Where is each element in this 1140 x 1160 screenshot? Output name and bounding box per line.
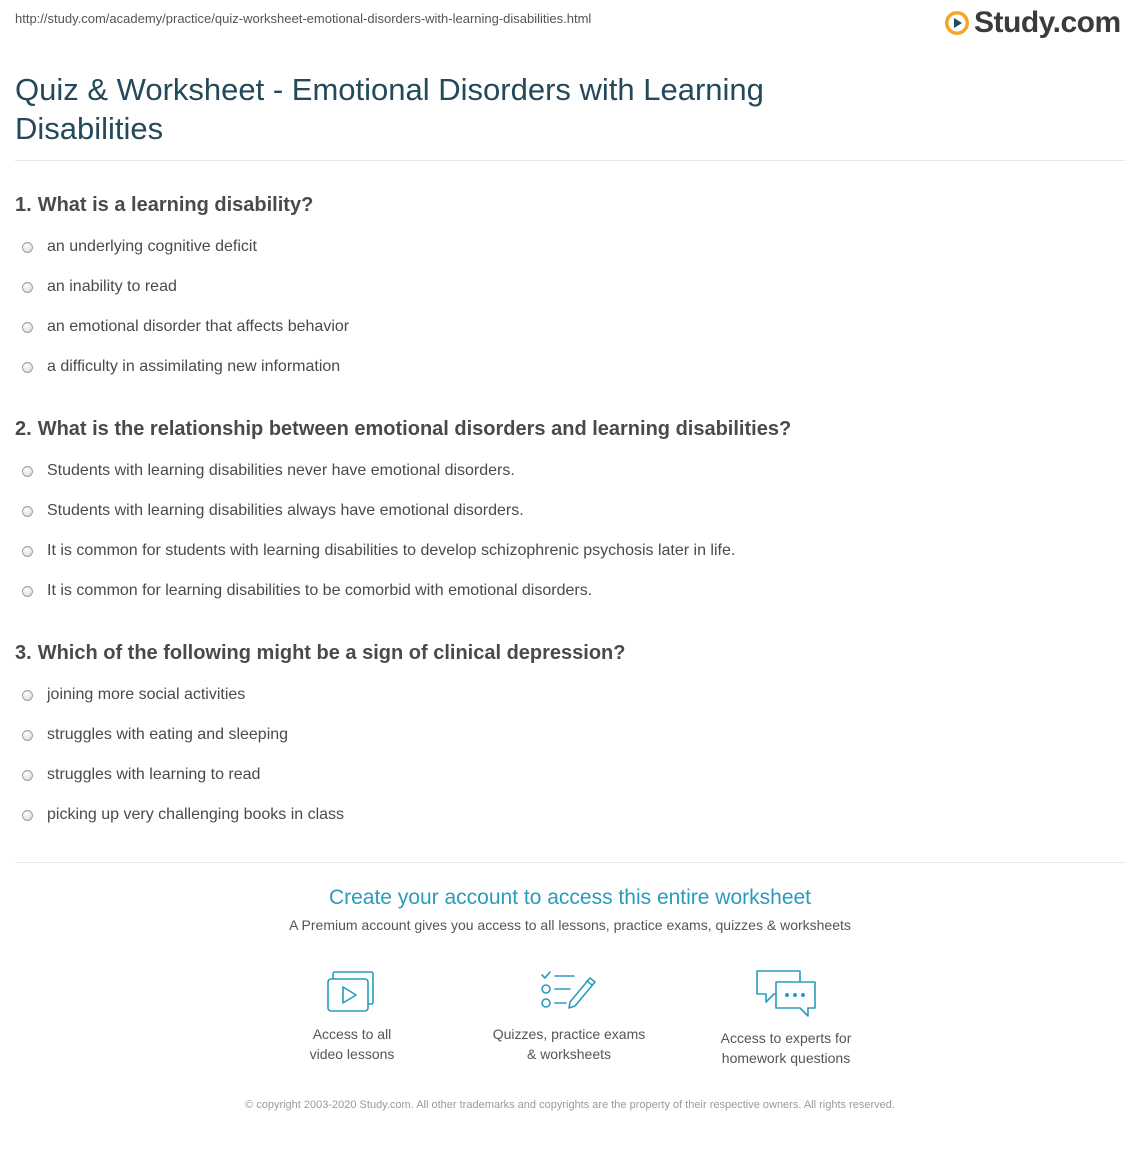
answer-option[interactable] [22, 317, 349, 337]
option-label: Students with learning disabilities never have emotional disorders. [47, 462, 515, 479]
logo-text: Study.com [974, 6, 1121, 39]
question-number: 2. [15, 418, 32, 440]
divider [15, 862, 1125, 863]
study-logo[interactable] [944, 6, 1121, 40]
play-logo-icon [944, 10, 970, 36]
radio-icon[interactable] [22, 730, 33, 741]
question-number: 3. [15, 642, 32, 664]
feature-quizzes [469, 968, 669, 1064]
radio-icon[interactable] [22, 690, 33, 701]
radio-icon[interactable] [22, 506, 33, 517]
radio-icon[interactable] [22, 586, 33, 597]
answer-option[interactable] [22, 501, 524, 521]
radio-icon[interactable] [22, 282, 33, 293]
question-number: 1. [15, 194, 32, 216]
option-label: It is common for learning disabilities to be comorbid with emotional disorders. [47, 582, 593, 599]
create-account-link[interactable]: Create your account to access this entire worksheet [328, 886, 812, 909]
option-label: joining more social activities [47, 686, 246, 703]
radio-icon[interactable] [22, 242, 33, 253]
question-text: What is a learning disability? [37, 194, 314, 216]
option-label: picking up very challenging books in class [47, 806, 345, 823]
page-url: http://study.com/academy/practice/quiz-worksheet-emotional-disorders-with-learning-disabilities.html [15, 11, 592, 26]
answer-option[interactable] [22, 581, 592, 601]
radio-icon[interactable] [22, 546, 33, 557]
feature-label-line: & worksheets [526, 1046, 612, 1062]
feature-label-line: video lessons [309, 1046, 395, 1062]
copyright-footer: © copyright 2003-2020 Study.com. All other trademarks and copyrights are the property of their respective owners. All rights reserved. [245, 1099, 895, 1111]
question-1 [15, 194, 313, 217]
chat-bubbles-icon [754, 968, 818, 1018]
quiz-checklist-icon [540, 968, 598, 1014]
feature-label-line: homework questions [721, 1050, 851, 1066]
answer-option[interactable] [22, 461, 515, 481]
question-text: Which of the following might be a sign of clinical depression? [37, 642, 626, 664]
answer-option[interactable] [22, 805, 344, 825]
feature-video-lessons [252, 968, 452, 1064]
option-label: an inability to read [47, 278, 177, 295]
option-label: struggles with learning to read [47, 766, 261, 783]
answer-option[interactable] [22, 237, 257, 257]
feature-experts [686, 968, 886, 1068]
radio-icon[interactable] [22, 770, 33, 781]
video-lessons-icon [325, 968, 379, 1014]
question-2 [15, 418, 791, 441]
answer-option[interactable] [22, 357, 340, 377]
radio-icon[interactable] [22, 362, 33, 373]
question-3 [15, 642, 626, 665]
answer-option[interactable] [22, 541, 735, 561]
page-title: Quiz & Worksheet - Emotional Disorders with Learning Disabilities [15, 72, 764, 146]
option-label: struggles with eating and sleeping [47, 726, 289, 743]
option-label: It is common for students with learning disabilities to develop schizophrenic psychosis later in life. [47, 542, 736, 559]
answer-option[interactable] [22, 765, 260, 785]
answer-option[interactable] [22, 685, 245, 705]
option-label: an underlying cognitive deficit [47, 238, 257, 255]
answer-option[interactable] [22, 725, 288, 745]
radio-icon[interactable] [22, 466, 33, 477]
radio-icon[interactable] [22, 810, 33, 821]
feature-label-line: Access to experts for [720, 1030, 852, 1046]
answer-option[interactable] [22, 277, 177, 297]
option-label: Students with learning disabilities always have emotional disorders. [47, 502, 524, 519]
option-label: a difficulty in assimilating new information [47, 358, 341, 375]
divider [15, 160, 1125, 161]
option-label: an emotional disorder that affects behavior [47, 318, 350, 335]
cta-subtitle: A Premium account gives you access to all lessons, practice exams, quizzes & worksheets [289, 917, 851, 933]
radio-icon[interactable] [22, 322, 33, 333]
feature-label-line: Quizzes, practice exams [492, 1026, 646, 1042]
feature-label-line: Access to all [312, 1026, 392, 1042]
question-text: What is the relationship between emotional disorders and learning disabilities? [37, 418, 792, 440]
